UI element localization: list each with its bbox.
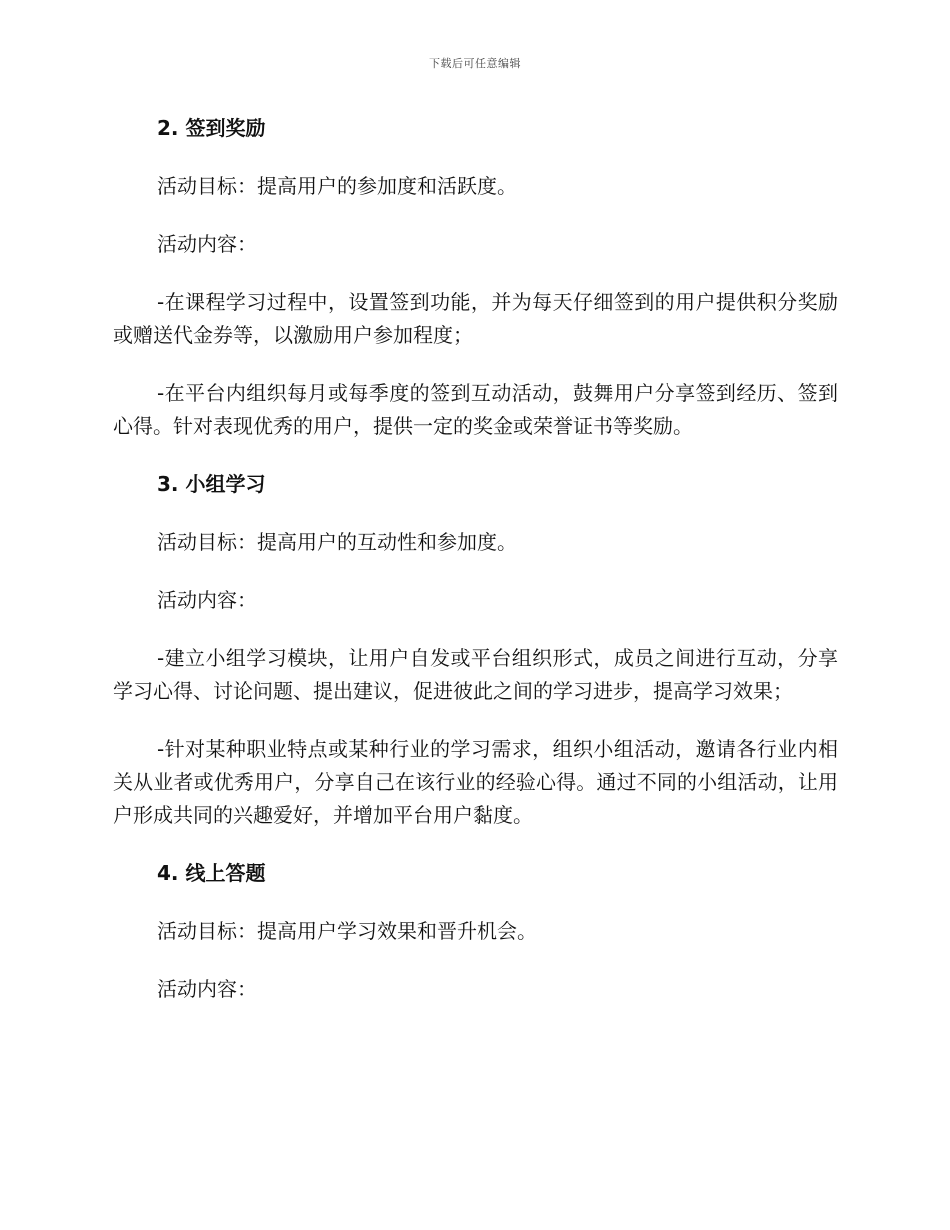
section-2-goal: 活动目标：提高用户的参加度和活跃度。 [157,174,517,198]
section-3-content-label: 活动内容： [157,588,257,612]
section-4-content-label: 活动内容： [157,977,257,1001]
header-note: 下载后可任意编辑 [429,57,521,70]
document-body [113,112,838,1031]
section-title-2: 2. 签到奖励 [157,116,266,140]
section-2-item-2: -在平台内组织每月或每季度的签到互动活动，鼓舞用户分享签到经历、签到心得。针对表现优秀的用户，提供一定的奖金或荣誉证书等奖励。 [113,381,838,438]
section-title-3: 3. 小组学习 [157,472,266,496]
section-2-item-1: -在课程学习过程中，设置签到功能，并为每天仔细签到的用户提供积分奖励或赠送代金券等，以激励用户参加程度； [113,290,838,347]
section-3-item-1: -建立小组学习模块，让用户自发或平台组织形式，成员之间进行互动，分享学习心得、讨论问题、提出建议，促进彼此之间的学习进步，提高学习效果； [113,646,838,703]
section-3-goal: 活动目标：提高用户的互动性和参加度。 [157,530,517,554]
section-2-content-label: 活动内容： [157,232,257,256]
section-title-4: 4. 线上答题 [157,861,266,885]
section-4-goal: 活动目标：提高用户学习效果和晋升机会。 [157,919,537,943]
section-3-item-2: -针对某种职业特点或某种行业的学习需求，组织小组活动，邀请各行业内相关从业者或优秀用户，分享自己在该行业的经验心得。通过不同的小组活动，让用户形成共同的兴趣爱好，并增加平台用户黏度。 [113,737,838,827]
